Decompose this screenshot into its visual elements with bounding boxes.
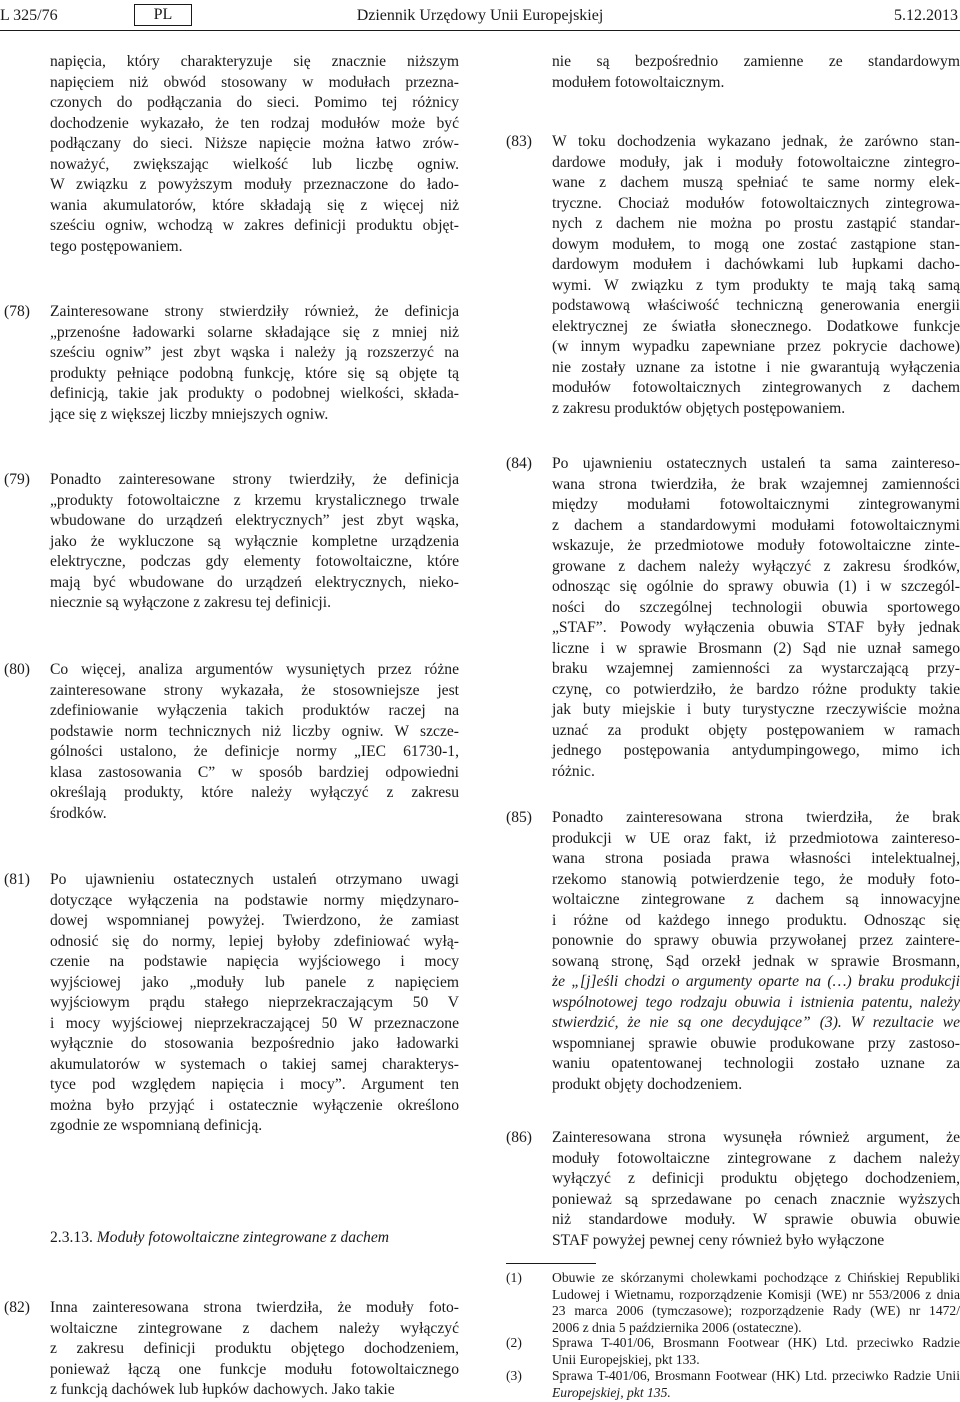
text-line: Ludowej i Wietnamu, rozporządzenie Komisji (WE) nr 553/2006 z dnia (552, 1286, 960, 1302)
paragraph-number-79: (79) (4, 471, 30, 488)
text-line: zainteresowane strony wykazała, że stosowniejsze jest (50, 681, 459, 699)
text-line: z dachem a standardowymi modułami fotowoltaicznymi (552, 516, 960, 534)
text-line: wymi. W związku z tym produkty te mają taką samą (552, 276, 960, 294)
text-line: Sprawa T-401/06, Brosmann Footwear (HK) Ltd. przeciwko Radzie Unii (552, 1368, 960, 1383)
text-line: odnosząc się ogólnie do sprawy obuwia (1) i w szczegól- (552, 578, 960, 595)
text-line: tryczne. Chociaż modułów fotowoltaicznych zintegrowa- (552, 194, 960, 212)
paragraph-79 (50, 470, 459, 614)
text-line: nie zostały uznane za istotne i nie gwarantują wyłączenia (552, 358, 960, 376)
page-header (0, 4, 960, 28)
paragraph-84 (552, 454, 960, 782)
section-title: Moduły fotowoltaiczne zintegrowane z dachem (96, 1229, 389, 1246)
text-line: Zainteresowana strona wysunęła również argument, że (552, 1129, 960, 1146)
text-line: modułów fotowoltaicznych zintegrowanych z dachem (552, 379, 960, 396)
text-line: dochodzenie wykazało, że ten rodzaj modułów może być (50, 114, 459, 132)
text-line: braku wzajemnej zamienności za wystarczającą przy- (552, 660, 960, 677)
text-line: niż standardowe moduły. W sprawie obuwia obuwie (552, 1211, 960, 1228)
text-line: ności do szczególnej technologii obuwia sportowego (552, 598, 960, 616)
text-line: Europejskiej, pkt 135. (552, 1384, 671, 1400)
text-line: nych z dachem nie można po prostu zastąpić standar- (552, 215, 960, 232)
footnote-divider (506, 1263, 596, 1264)
text-line: tego postępowaniem. (50, 237, 183, 255)
text-line: modułem fotowoltaicznym. (552, 73, 725, 91)
text-line: środków. (50, 804, 107, 822)
section-number: 2.3.13. (50, 1229, 93, 1246)
text-line: czynę, co potwierdziło, że bardzo różne produkty takie (552, 680, 960, 698)
text-line: 2006 z dnia 5 października 2006 (ostateczne). (552, 1319, 802, 1335)
text-line: liczne i w sprawie Brosmann (2) Sąd nie uznał samego (552, 639, 960, 657)
text-line: niecznie są wyłączone z zakresu tej definicji. (50, 594, 331, 611)
text-line: uznać za produkt objęty postępowaniem w ramach (552, 721, 960, 739)
paragraph-number-78: (78) (4, 303, 30, 320)
text-line: growane z dachem należy wyłączyć z zakresu środków, (552, 557, 960, 575)
text-line: moduły fotowoltaiczne zintegrowane z dachem należy (552, 1149, 960, 1167)
text-line: noważyć, zwiększając wielkość lub liczbę ogniw. (50, 155, 459, 173)
text-line: nie są bezpośrednio zamienne ze standardowym (552, 53, 960, 70)
text-line: odnosić się do normy, lepiej byłoby zdefiniować wyłą- (50, 932, 459, 950)
text-line: 23 marca 2006 (tymczasowe); rozporządzenie Rady (WE) nr 1472/ (552, 1303, 960, 1318)
text-line: z zakresu definicji produktu objętego dochodzeniem, (50, 1340, 459, 1357)
text-line: Ponadto zainteresowane strony twierdziły, że definicja (50, 471, 459, 488)
paragraph-77-continuation (50, 52, 459, 257)
text-line: „STAF”. Powody wyłączenia obuwia STAF były jednak (552, 619, 960, 636)
text-line: Po ujawnieniu ostatecznych ustaleń otrzymano uwagi (50, 871, 459, 888)
footnote-number-2: (2) (506, 1335, 522, 1350)
text-line: elektryczne, podczas gdy elementy fotowoltaiczne, które (50, 553, 459, 570)
text-line: określają produkty, które należy wyłączyć z zakresu (50, 784, 459, 801)
text-line: Unii Europejskiej, pkt 133. (552, 1351, 700, 1367)
text-line: „przenośne ładowarki solarne składające się z mniej niż (50, 323, 459, 341)
text-line: Po ujawnieniu ostatecznych ustaleń ta sama zaintereso- (552, 455, 960, 472)
text-line: tyce pod względem napięcia i mocy”. Argument ten (50, 1076, 459, 1093)
footnote-number-3: (3) (506, 1368, 522, 1383)
text-line: z zakresu produktów objętych postępowaniem. (552, 399, 846, 417)
text-line: jednego postępowania antydumpingowego, mimo ich (552, 742, 960, 759)
text-line: dardowym modułem i dachówkami lub łupkami dacho- (552, 256, 960, 273)
text-line: wane z dachem muszą spełniać te same normy elek- (552, 174, 960, 191)
text-line-quote: wspólnotowej tego rodzaju obuwia i istnienia patentu, należy (552, 993, 960, 1011)
text-line: dowym modułem, to mogą one zostać zastąpione stan- (552, 235, 960, 253)
text-line: wbudowane do urządzeń elektrycznych” jest zbyt wąska, (50, 512, 459, 529)
footnote-number-1: (1) (506, 1270, 522, 1285)
paragraph-78 (50, 302, 459, 425)
text-line: gólności ustalono, że definicje normy „IEC 61730-1, (50, 743, 459, 760)
text-line: wania akumulatorów, które składają się z więcej niż (50, 196, 459, 214)
text-line: można było przyjąć i ostatecznie wyłączenie określono (50, 1096, 459, 1114)
text-line: Co więcej, analiza argumentów wysuniętych przez różne (50, 661, 459, 678)
text-line: produkty pełniące podobną funkcję, które się są objęte tą (50, 364, 459, 382)
text-line: Inna zainteresowana strona twierdziła, że moduły foto- (50, 1299, 459, 1316)
text-line: woltaiczne zintegrowane z dachem są innowacyjne (552, 891, 960, 908)
text-line: z funkcją dachówek lub łupków dachowych. Jako takie (50, 1381, 395, 1398)
text-line: ponieważ łączą one funkcje modułu fotowoltaicznego (50, 1360, 459, 1378)
text-line: ponownie do sprawy obuwia przywołanej przez zaintere- (552, 932, 960, 949)
text-line: akumulatorów w systemach o takiej samej charakterys- (50, 1055, 459, 1073)
section-heading (50, 1228, 389, 1248)
text-line: wspomnianej sprawie obuwie produkowane przy zastoso- (552, 1034, 960, 1052)
text-line: elektrycznej ze światła słonecznego. Dodatkowe funkcje (552, 317, 960, 335)
paragraph-number-83: (83) (506, 133, 532, 150)
text-line: produkt objęty dochodzeniem. (552, 1075, 743, 1093)
paragraph-number-84: (84) (506, 455, 532, 472)
text-line: zdefiniowanie wyłączenia takich produktów raczej na (50, 702, 459, 719)
text-line: waniu opatentowanej technologii zostało uznane za (552, 1055, 960, 1072)
text-line: napięciem niż obwód stosowany w modułach przezna- (50, 73, 459, 91)
text-line: podstawie norm technicznych niż liczby ogniw. W szcze- (50, 722, 459, 740)
paragraph-82-continuation (552, 52, 960, 93)
text-line: Sprawa T-401/06, Brosmann Footwear (HK) Ltd. przeciwko Radzie (552, 1335, 960, 1350)
text-line: między modułami fotowoltaicznymi zintegrowanymi (552, 496, 960, 513)
paragraph-number-85: (85) (506, 809, 532, 826)
text-line: sześciu ogniw, wchodzą w zakres definicji produktu objęt- (50, 217, 459, 234)
paragraph-number-81: (81) (4, 871, 30, 888)
text-line: czonych do podłączania do sieci. Pomimo tej różnicy (50, 94, 459, 111)
text-line: wana strona posiada prawa własności intelektualnej, (552, 850, 960, 867)
footnote-1 (552, 1270, 960, 1336)
text-line: rzekomo stanowią potwierdzenie tego, że moduły foto- (552, 870, 960, 888)
text-line: podłączany do sieci. Niższe napięcie można łatwo zrów- (50, 135, 459, 152)
text-line: Ponadto zainteresowana strona twierdziła, że brak (552, 809, 960, 826)
paragraph-number-82: (82) (4, 1299, 30, 1316)
publication-date: 5.12.2013 (894, 7, 958, 24)
text-line: jak buty miejskie i buty turystyczne rzeczywiście można (552, 701, 960, 718)
text-line: dardowe moduły, jak i moduły fotowoltaiczne zintegro- (552, 153, 960, 171)
text-line: dowej wspomnianej powyżej. Twierdzono, że zamiast (50, 912, 459, 929)
journal-title: Dziennik Urzędowy Unii Europejskiej (356, 7, 604, 24)
text-line: woltaiczne zintegrowane z dachem należy wyłączyć (50, 1319, 459, 1337)
text-line: różnic. (552, 762, 595, 780)
footnote-3 (552, 1368, 960, 1401)
text-line: W związku z powyższym moduły przeznaczone do łado- (50, 176, 459, 193)
text-line: jące się z większej liczby mniejszych ogniw. (50, 405, 329, 423)
text-line: mają być wbudowane do urządzeń elektrycznych, nieko- (50, 573, 459, 591)
text-line: dotyczące wyłączenia na podstawie normy międzynaro- (50, 891, 459, 909)
text-line: podstawową właściwość techniczną generowania energii (552, 297, 960, 314)
text-line: sowaną stronę, Sąd orzekł jednak w sprawie Brosmann, (552, 952, 960, 970)
text-line: definicją, takie jak produkty o podobnej wielkości, składa- (50, 385, 459, 402)
paragraph-81 (50, 870, 459, 1137)
footnote-2 (552, 1335, 960, 1368)
paragraph-number-80: (80) (4, 661, 30, 678)
language-badge: PL (134, 4, 192, 26)
paragraph-85 (552, 808, 960, 1095)
text-line: wyjściowej jako „moduły lub panele z napięciem (50, 973, 459, 991)
text-line-quote: że „[j]eśli chodzi o argumenty oparte na (…) braku produkcji (552, 973, 960, 990)
text-line: Obuwie ze skórzanymi cholewkami pochodzące z Chińskiej Republiki (552, 1270, 960, 1285)
paragraph-86 (552, 1128, 960, 1251)
text-line: jako że wykluczone są wyłącznie kompletne urządzenia (50, 532, 459, 550)
text-line: STAF powyżej pewnej ceny również było wyłączone (552, 1231, 885, 1249)
text-line: wyłączyć z definicji produktu objętego dochodzeniem, (552, 1170, 960, 1187)
text-line: Zainteresowane strony stwierdziły również, że definicja (50, 303, 459, 320)
text-line: ponieważ są sprzedawane po cenach znacznie wyższych (552, 1190, 960, 1208)
text-line: W toku dochodzenia wykazano jednak, że zarówno stan- (552, 133, 960, 150)
text-line: napięcia, który charakteryzuje się znacznie niższym (50, 53, 459, 70)
text-line: wyjściowym prądu stałego nieprzekraczającym 50 V (50, 994, 459, 1011)
paragraph-83 (552, 132, 960, 419)
text-line-quote: stwierdzić, że nie są one decydujące” (3). W rezultacie we (552, 1014, 960, 1031)
paragraph-82 (50, 1298, 459, 1401)
text-line: zgodnie ze wspomnianą definicją. (50, 1117, 263, 1134)
text-line: „produkty fotowoltaiczne z krzemu krystalicznego trwale (50, 491, 459, 509)
text-line: klasa zastosowania C” w sposób bardziej odpowiedni (50, 763, 459, 781)
paragraph-80 (50, 660, 459, 824)
text-line: wskazuje, że przedmiotowe moduły fotowoltaiczne zinte- (552, 537, 960, 554)
page-reference: L 325/76 (0, 7, 58, 24)
text-line: i mocy wyjściowej nieprzekraczającej 50 W przeznaczone (50, 1014, 459, 1032)
text-line: (w innym wypadku zapewniane przez pokrycie dachowe) (552, 338, 960, 355)
text-line: produkcji w UE oraz fakt, iż przedmiotowa zaintereso- (552, 829, 960, 847)
paragraph-number-86: (86) (506, 1129, 532, 1146)
text-line: i różne od każdego innego produktu. Odnosząc się (552, 911, 960, 929)
text-line: czenie na podstawie napięcia wyjściowego i mocy (50, 953, 459, 970)
text-line: wana strona twierdziła, że brak wzajemnej zamienności (552, 475, 960, 493)
text-line: wyłącznie do stosowania bezpośrednio jako ładowarki (50, 1035, 459, 1052)
header-divider (0, 30, 960, 31)
text-line: sześciu ogniw” jest zbyt wąska i należy ją rozszerzyć na (50, 344, 459, 361)
